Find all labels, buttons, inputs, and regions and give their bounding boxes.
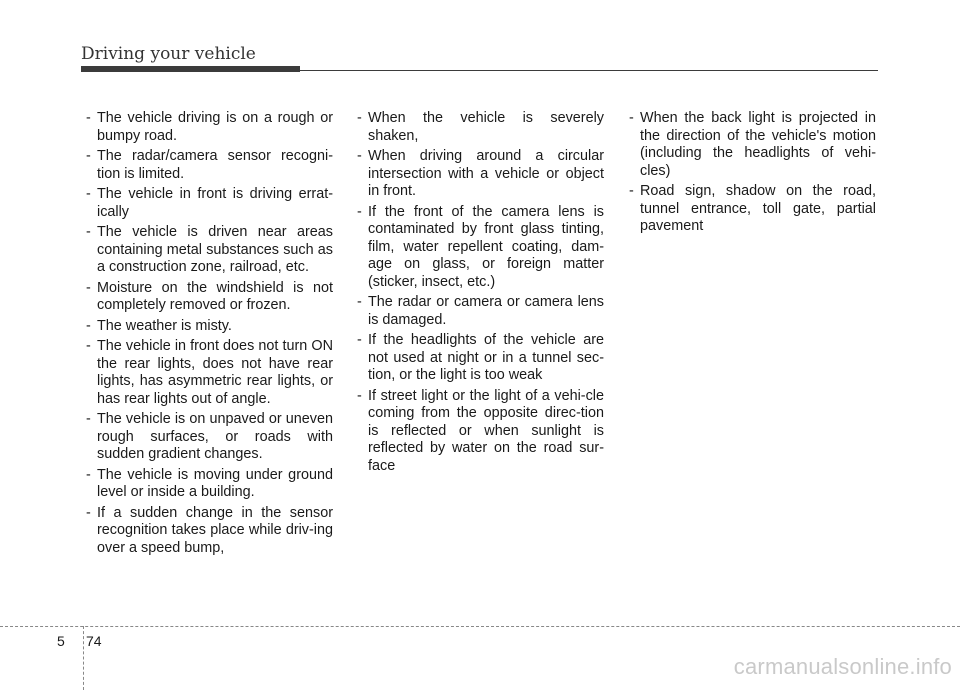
list-item: - The radar/camera sensor recogni-tion is limited.: [81, 148, 333, 183]
list-item: - If the front of the camera lens is contaminated by front glass tinting, film, water repellent coating, dam-age on glass, or foreign matter (sticker, insect, etc.): [352, 204, 604, 292]
list-item: - When driving around a circular intersection with a vehicle or object in front.: [352, 148, 604, 201]
list-item: - When the vehicle is severely shaken,: [352, 110, 604, 145]
list-item: - The vehicle is driven near areas containing metal substances such as a construction zone, railroad, etc.: [81, 224, 333, 277]
list-item: - Moisture on the windshield is not completely removed or frozen.: [81, 280, 333, 315]
list-item: - The vehicle in front is driving errat-ically: [81, 186, 333, 221]
list-item: - The vehicle is on unpaved or uneven rough surfaces, or roads with sudden gradient changes.: [81, 411, 333, 464]
list-item: - Road sign, shadow on the road, tunnel entrance, toll gate, partial pavement: [624, 183, 876, 236]
list-item: - The radar or camera or camera lens is damaged.: [352, 294, 604, 329]
page-number: 74: [86, 633, 102, 649]
column-middle: [352, 110, 604, 478]
footer-vertical-divider: [83, 626, 84, 690]
chapter-number: 5: [57, 633, 65, 649]
list-item: - If a sudden change in the sensor recognition takes place while driv-ing over a speed bump,: [81, 505, 333, 558]
header-rule-thin: [300, 70, 878, 71]
page-header-title: Driving your vehicle: [81, 44, 256, 64]
column-left: [81, 110, 333, 560]
list-item: - When the back light is projected in the direction of the vehicle's motion (including the headlights of vehi-cles): [624, 110, 876, 180]
list-item: - If street light or the light of a vehi-cle coming from the opposite direc-tion is reflected or when sunlight is reflected by water on the road sur-face: [352, 388, 604, 476]
list-item: - The weather is misty.: [81, 318, 333, 336]
list-item: - If the headlights of the vehicle are not used at night or in a tunnel sec-tion, or the light is too weak: [352, 332, 604, 385]
footer-divider: [0, 626, 960, 627]
header-rule-thick: [81, 66, 300, 72]
list-item: - The vehicle driving is on a rough or bumpy road.: [81, 110, 333, 145]
column-right: [624, 110, 876, 239]
watermark-link[interactable]: carmanualsonline.info: [733, 654, 952, 679]
list-item: - The vehicle in front does not turn ON the rear lights, does not have rear lights, has asymmetric rear lights, or has rear lights out of angle.: [81, 338, 333, 408]
list-item: - The vehicle is moving under ground level or inside a building.: [81, 467, 333, 502]
